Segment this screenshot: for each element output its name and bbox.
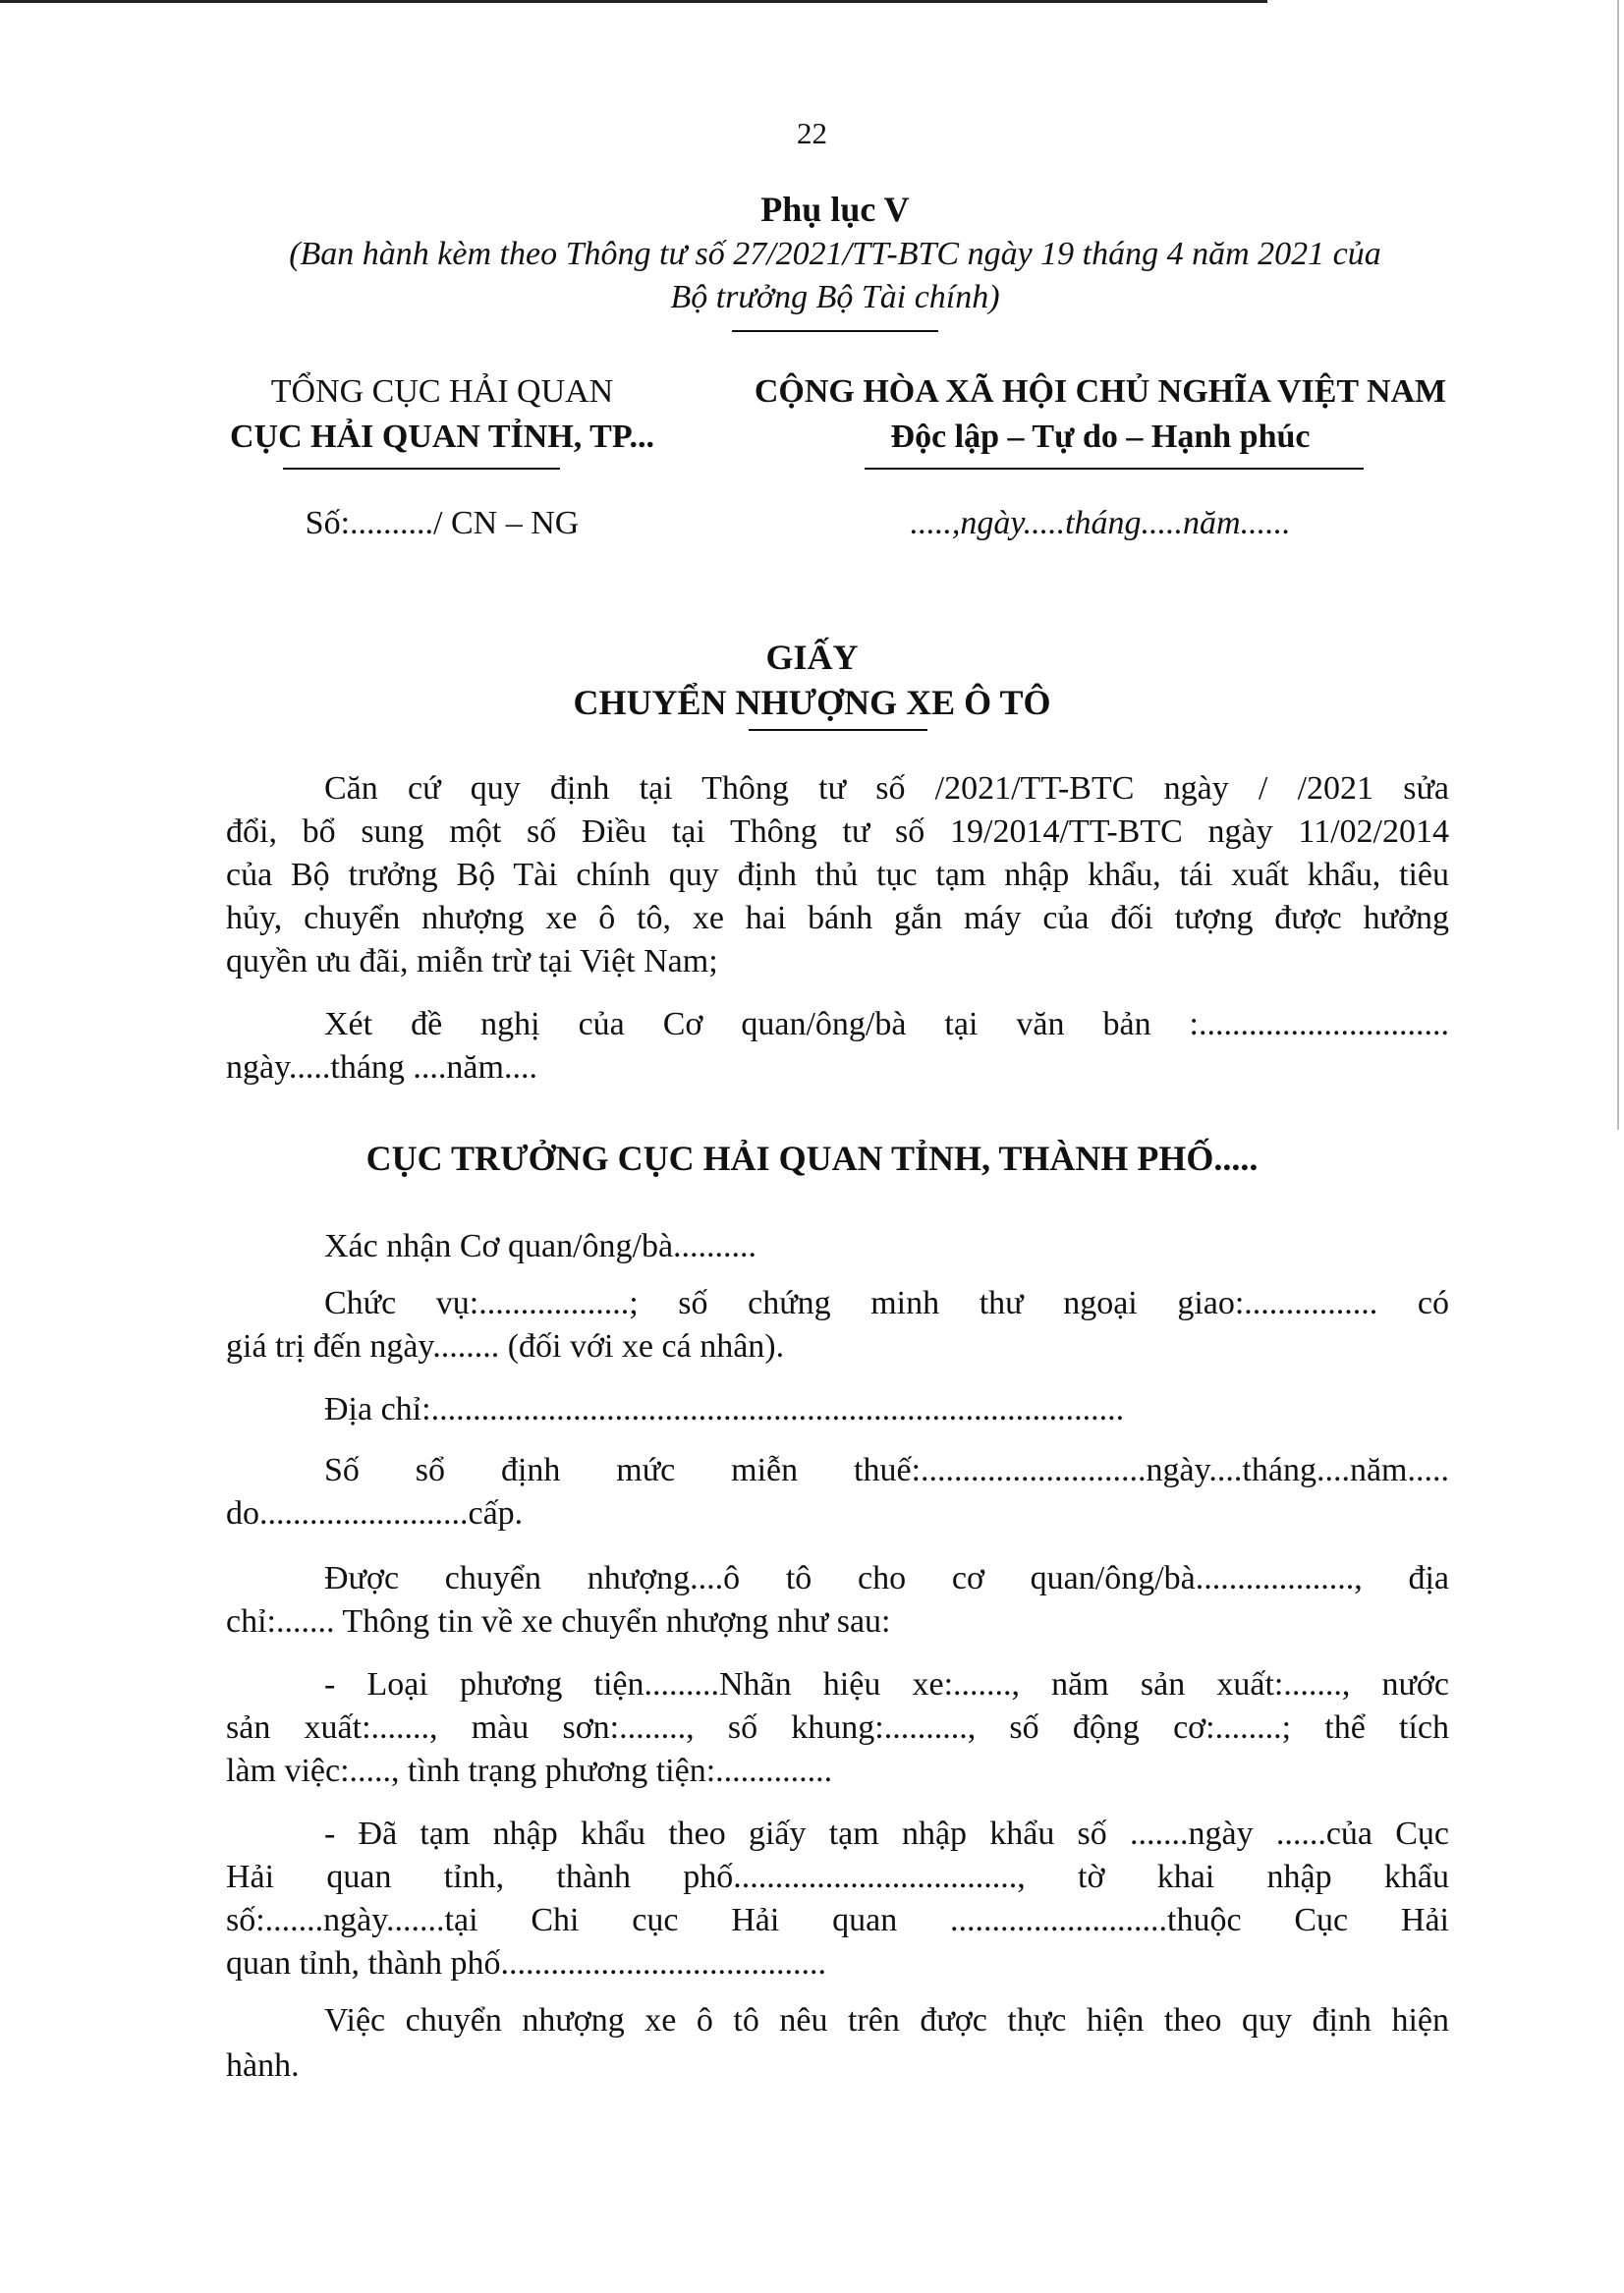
appendix-subtitle-line1: (Ban hành kèm theo Thông tư số 27/2021/TT-BTC ngày 19 tháng 4 năm 2021 của (289, 236, 1381, 272)
basis-line-3: của Bộ trưởng Bộ Tài chính quy định thủ tục tạm nhập khẩu, tái xuất khẩu, tiêu (226, 857, 1449, 893)
national-name: CỘNG HÒA XÃ HỘI CHỦ NGHĨA VIỆT NAM (754, 373, 1447, 410)
national-motto: Độc lập – Tự do – Hạnh phúc (890, 419, 1311, 455)
closing-line-2: hành. (226, 2047, 300, 2084)
basis-line-2: đổi, bổ sung một số Điều tại Thông tư số 19/2014/TT-BTC ngày 11/02/2014 (226, 813, 1449, 850)
agency-underline (283, 468, 560, 470)
vehicle-line-1: - Loại phương tiện.........Nhãn hiệu xe:......., năm sản xuất:......., nước (324, 1666, 1449, 1703)
document-title-line2: CHUYỂN NHƯỢNG XE Ô TÔ (573, 683, 1051, 722)
closing-line-1: Việc chuyển nhượng xe ô tô nêu trên được thực hiện theo quy định hiện (324, 2002, 1449, 2039)
quota-line-1: Số sổ định mức miễn thuế:...........................ngày....tháng....năm..... (324, 1452, 1449, 1488)
document-date: .....,ngày.....tháng.....năm...... (910, 505, 1291, 541)
vehicle-line-2: sản xuất:......., màu sơn:........, số khung:.........., số động cơ:........; thể tích (226, 1709, 1449, 1746)
vehicle-line-3: làm việc:....., tình trạng phương tiện:.............. (226, 1753, 833, 1789)
document-number: Số:........../ CN – NG (305, 505, 580, 541)
basis-line-1: Căn cứ quy định tại Thông tư số /2021/TT-BTC ngày / /2021 sửa (324, 770, 1449, 807)
right-edge-line (1617, 0, 1619, 1130)
top-border-line (0, 0, 1267, 3)
appendix-underline (732, 330, 938, 332)
authority-heading: CỤC TRƯỞNG CỤC HẢI QUAN TỈNH, THÀNH PHỐ..... (365, 1139, 1259, 1178)
consider-line-1: Xét đề nghị của Cơ quan/ông/bà tại văn bản :.............................. (324, 1006, 1449, 1042)
consider-line-2: ngày.....tháng ....năm.... (226, 1049, 537, 1086)
transfer-line-2: chỉ:....... Thông tin về xe chuyển nhượng như sau: (226, 1603, 891, 1640)
position-line-2: giá trị đến ngày........ (đối với xe cá nhân). (226, 1328, 785, 1365)
agency-name: CỤC HẢI QUAN TỈNH, TP... (229, 419, 654, 455)
basis-line-4: hủy, chuyển nhượng xe ô tô, xe hai bánh gắn máy của đối tượng được hưởng (226, 900, 1449, 936)
motto-underline (865, 468, 1364, 470)
basis-line-5: quyền ưu đãi, miễn trừ tại Việt Nam; (226, 943, 718, 979)
import-line-2: Hải quan tỉnh, thành phố.................................., tờ khai nhập khẩu (226, 1859, 1449, 1895)
title-underline (749, 729, 927, 731)
page-number: 22 (797, 116, 827, 150)
appendix-title: Phụ lục V (760, 190, 910, 229)
quota-line-2: do.........................cấp. (226, 1495, 524, 1532)
confirm-line: Xác nhận Cơ quan/ông/bà.......... (324, 1228, 757, 1264)
transfer-line-1: Được chuyển nhượng....ô tô cho cơ quan/ông/bà..................., địa (324, 1560, 1449, 1596)
position-line-1: Chức vụ:..................; số chứng minh thư ngoại giao:................ có (324, 1285, 1449, 1321)
document-title-line1: GIẤY (765, 638, 859, 677)
agency-parent-name: TỔNG CỤC HẢI QUAN (270, 373, 614, 410)
import-line-3: số:.......ngày.......tại Chi cục Hải quan ..........................thuộc Cục Hải (226, 1902, 1449, 1938)
import-line-4: quan tỉnh, thành phố....................................... (226, 1945, 827, 1982)
address-line: Địa chỉ:................................................................................... (324, 1391, 1125, 1427)
appendix-subtitle-line2: Bộ trưởng Bộ Tài chính) (670, 279, 1000, 315)
import-line-1: - Đã tạm nhập khẩu theo giấy tạm nhập khẩu số .......ngày ......của Cục (324, 1816, 1449, 1852)
